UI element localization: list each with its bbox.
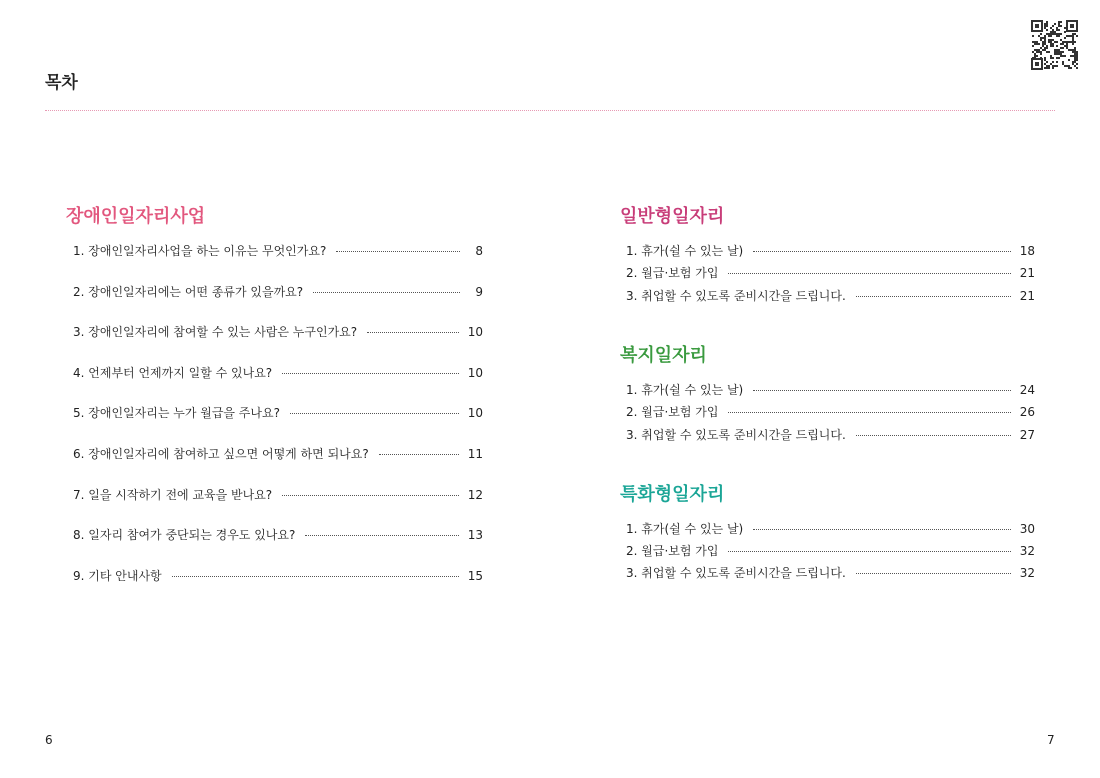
toc-leader-dots	[282, 495, 459, 496]
toc-item-page: 32	[1019, 543, 1035, 558]
toc-item[interactable]	[620, 521, 1035, 537]
section-title: 일반형일자리	[620, 206, 725, 227]
toc-leader-dots	[856, 296, 1011, 297]
toc-leader-dots	[856, 435, 1011, 436]
section-general-jobs	[620, 204, 1035, 304]
toc-leader-dots	[728, 273, 1010, 274]
toc-item[interactable]	[620, 427, 1035, 443]
toc-leader-dots	[367, 332, 459, 333]
toc-leader-dots	[728, 412, 1010, 413]
toc-item[interactable]	[620, 243, 1035, 259]
toc-item-page: 24	[1019, 382, 1035, 397]
toc-item[interactable]	[66, 487, 483, 503]
toc-item[interactable]	[66, 324, 483, 340]
toc-leader-dots	[728, 551, 1010, 552]
toc-list-left	[66, 243, 483, 584]
toc-item-label: 7. 일을 시작하기 전에 교육을 받나요?	[73, 487, 273, 502]
toc-item[interactable]	[620, 565, 1035, 581]
toc-leader-dots	[753, 390, 1011, 391]
toc-leader-dots	[753, 251, 1011, 252]
toc-item[interactable]	[66, 243, 483, 259]
toc-leader-dots	[753, 529, 1011, 530]
toc-item[interactable]	[66, 527, 483, 543]
section-welfare-jobs	[620, 343, 1035, 443]
toc-item-label: 6. 장애인일자리에 참여하고 싶으면 어떻게 하면 되나요?	[73, 446, 369, 461]
toc-leader-dots	[305, 535, 458, 536]
toc-item-label: 2. 월급·보험 가입	[626, 266, 719, 281]
page-number-right: 7	[1047, 733, 1055, 747]
toc-item[interactable]	[66, 568, 483, 584]
toc-leader-dots	[379, 454, 459, 455]
toc-leader-dots	[313, 292, 460, 293]
toc-item-page: 10	[467, 365, 483, 380]
toc-item-page: 13	[467, 528, 483, 543]
toc-item-page: 30	[1019, 521, 1035, 536]
toc-item[interactable]	[620, 288, 1035, 304]
toc-item-label: 1. 휴가(쉴 수 있는 날)	[626, 244, 744, 258]
toc-item-page: 8	[475, 244, 483, 258]
toc-leader-dots	[290, 413, 459, 414]
toc-leader-dots	[172, 576, 459, 577]
toc-leader-dots	[336, 251, 460, 252]
toc-item[interactable]	[620, 404, 1035, 420]
toc-item-label: 8. 일자리 참여가 중단되는 경우도 있나요?	[73, 528, 296, 543]
toc-item-label: 5. 장애인일자리는 누가 월급을 주나요?	[73, 406, 280, 421]
section-title: 특화형일자리	[620, 483, 725, 505]
section-title-disability-jobs: 장애인일자리사업	[66, 206, 206, 227]
toc-item-page: 27	[1019, 427, 1035, 442]
section-specialized-jobs	[620, 482, 1035, 582]
toc-item-label: 9. 기타 안내사항	[73, 568, 162, 583]
toc-item-page: 10	[467, 325, 483, 340]
toc-item-label: 4. 언제부터 언제까지 일할 수 있나요?	[73, 365, 273, 380]
toc-item-page: 10	[467, 406, 483, 421]
toc-item[interactable]	[620, 265, 1035, 281]
toc-item-label: 2. 장애인일자리에는 어떤 종류가 있을까요?	[73, 284, 304, 299]
toc-item-page: 12	[467, 487, 483, 502]
toc-item-page: 21	[1019, 266, 1035, 281]
page-number-left: 6	[45, 733, 53, 747]
toc-item-label: 1. 휴가(쉴 수 있는 날)	[626, 521, 744, 536]
toc-item-label: 2. 월급·보험 가입	[626, 543, 719, 558]
toc-item-page: 32	[1019, 566, 1035, 581]
toc-item-page: 9	[475, 284, 483, 299]
toc-leader-dots	[856, 573, 1011, 574]
header-divider	[45, 110, 1055, 111]
toc-item[interactable]	[620, 543, 1035, 559]
toc-item-label: 3. 장애인일자리에 참여할 수 있는 사람은 누구인가요?	[73, 325, 358, 340]
toc-item[interactable]	[66, 446, 483, 462]
toc-item-label: 1. 휴가(쉴 수 있는 날)	[626, 382, 744, 397]
toc-item-page: 26	[1019, 405, 1035, 420]
toc-column-right	[620, 204, 1035, 581]
toc-item-page: 18	[1019, 244, 1035, 258]
toc-item-label: 3. 취업할 수 있도록 준비시간을 드립니다.	[626, 288, 846, 303]
toc-leader-dots	[282, 373, 459, 374]
toc-item-label: 3. 취업할 수 있도록 준비시간을 드립니다.	[626, 427, 846, 442]
page-title: 목차	[45, 73, 78, 93]
qr-code-icon	[1031, 20, 1078, 70]
toc-item-label: 1. 장애인일자리사업을 하는 이유는 무엇인가요?	[73, 244, 327, 258]
toc-item-page: 11	[467, 446, 483, 461]
toc-item[interactable]	[66, 365, 483, 381]
toc-item-page: 15	[467, 568, 483, 583]
toc-item[interactable]	[66, 284, 483, 300]
toc-item[interactable]	[620, 382, 1035, 398]
toc-item-label: 2. 월급·보험 가입	[626, 405, 719, 420]
toc-item-label: 3. 취업할 수 있도록 준비시간을 드립니다.	[626, 566, 846, 581]
section-title: 복지일자리	[620, 344, 707, 366]
toc-item-page: 21	[1019, 288, 1035, 303]
toc-item[interactable]	[66, 405, 483, 421]
toc-column-left	[66, 204, 483, 584]
